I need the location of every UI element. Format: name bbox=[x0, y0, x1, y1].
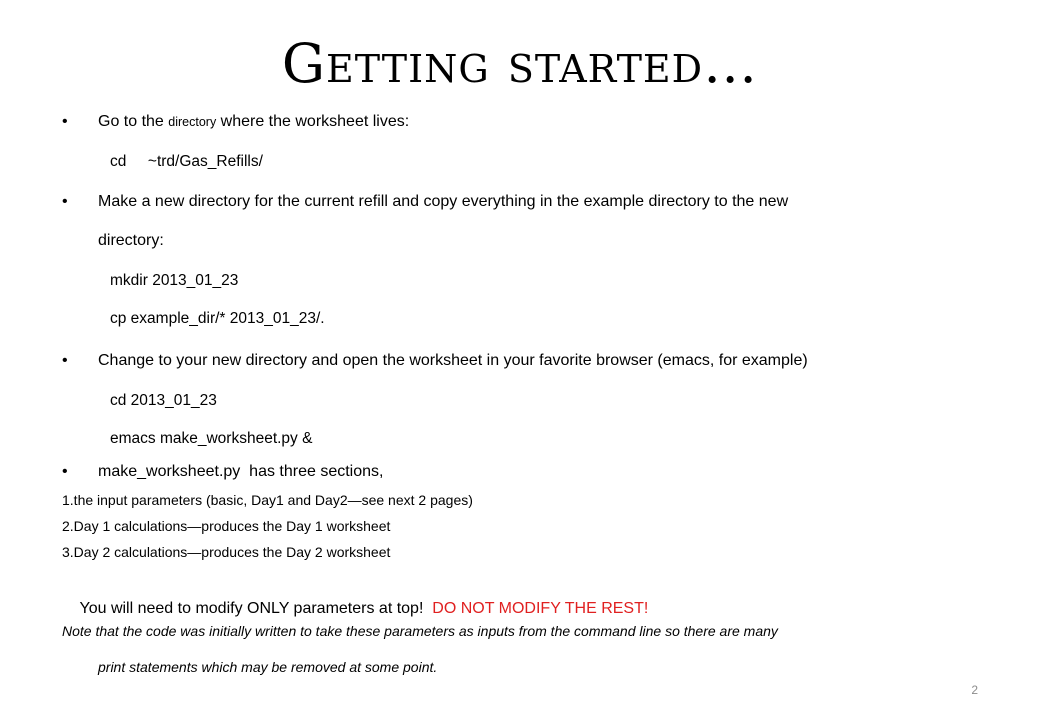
bullet-4-text: make_worksheet.py has three sections, bbox=[98, 463, 384, 480]
slide-title: Getting started… bbox=[281, 32, 759, 95]
bullet-1-pre: Go to the bbox=[98, 113, 169, 130]
note-line-2: print statements which may be removed at some point. bbox=[98, 659, 438, 675]
bullet-icon: • bbox=[62, 352, 68, 369]
numbered-item-1: 1.the input parameters (basic, Day1 and Day2—see next 2 pages) bbox=[62, 492, 473, 508]
bullet-icon: • bbox=[62, 113, 68, 130]
bullet-3-text: Change to your new directory and open the worksheet in your favorite browser (emacs, for example) bbox=[98, 352, 808, 369]
modify-warning: DO NOT MODIFY THE REST! bbox=[432, 600, 649, 617]
command-emacs: emacs make_worksheet.py & bbox=[110, 430, 313, 447]
page-number: 2 bbox=[971, 683, 978, 697]
command-cp: cp example_dir/* 2013_01_23/. bbox=[110, 310, 325, 327]
command-cd-gas-refills: cd ~trd/Gas_Refills/ bbox=[110, 153, 263, 170]
note-line-1: Note that the code was initially written to take these parameters as inputs from the command line so there are many bbox=[62, 623, 778, 639]
bullet-1-small: directory bbox=[168, 115, 217, 129]
bullet-icon: • bbox=[62, 463, 68, 480]
modify-instruction-text: You will need to modify ONLY parameters at top! bbox=[79, 600, 433, 617]
bullet-1-text bbox=[98, 113, 409, 131]
bullet-icon: • bbox=[62, 193, 68, 210]
bullet-2-line1: Make a new directory for the current refill and copy everything in the example directory to the new bbox=[98, 193, 789, 210]
bullet-2-line2: directory: bbox=[98, 232, 164, 249]
numbered-item-2: 2.Day 1 calculations—produces the Day 1 worksheet bbox=[62, 518, 391, 534]
command-cd-date: cd 2013_01_23 bbox=[110, 392, 217, 409]
command-mkdir: mkdir 2013_01_23 bbox=[110, 272, 239, 289]
numbered-item-3: 3.Day 2 calculations—produces the Day 2 worksheet bbox=[62, 544, 391, 560]
bullet-1-post: where the worksheet lives: bbox=[216, 113, 410, 130]
